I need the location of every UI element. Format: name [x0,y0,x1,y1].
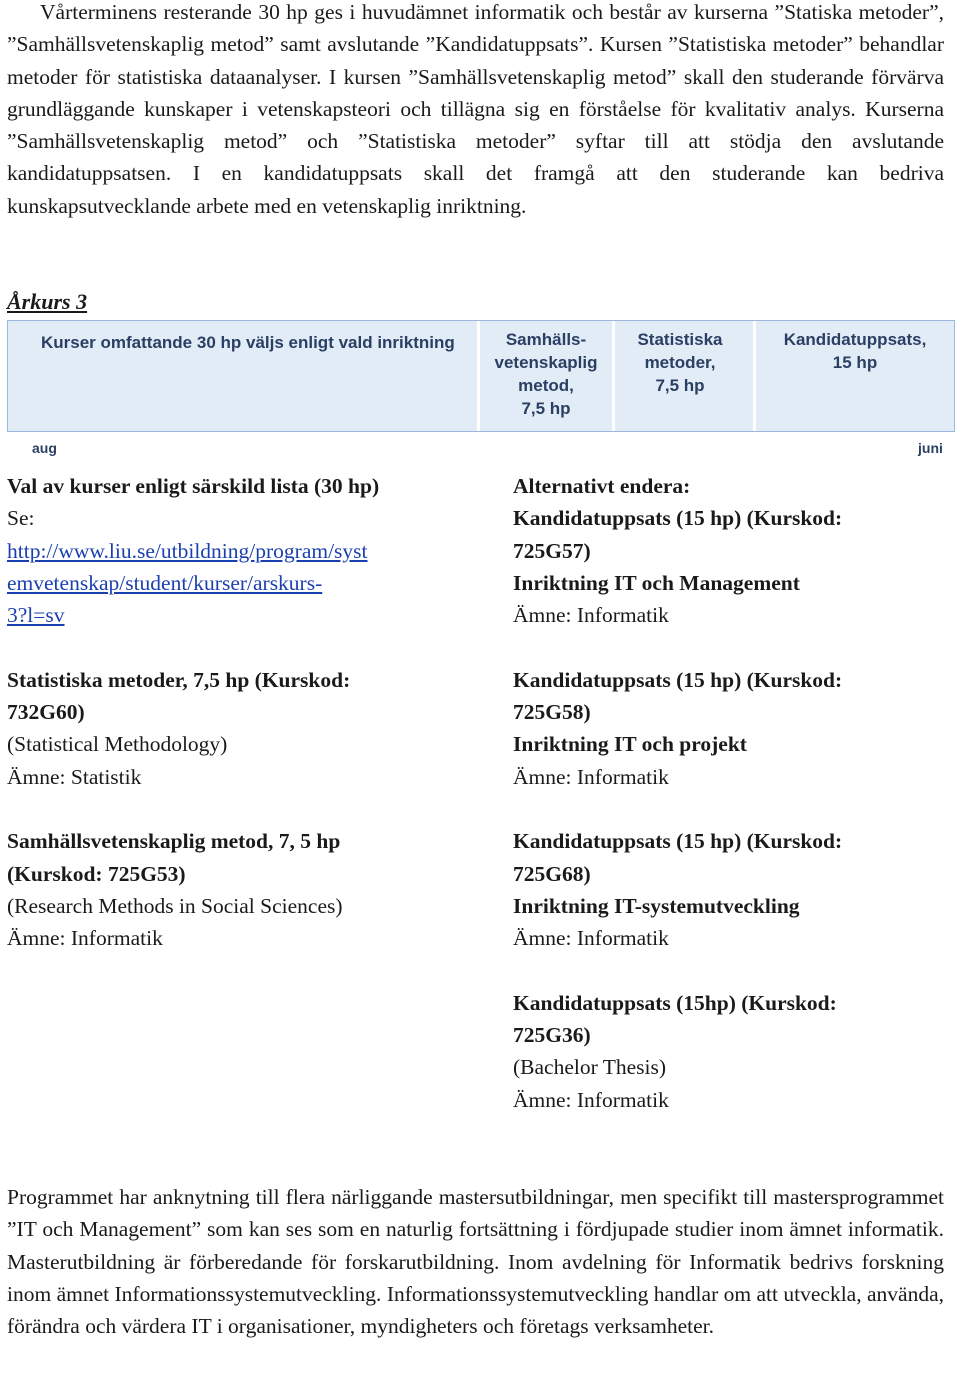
thesis-english-name: (Bachelor Thesis) [513,1055,667,1080]
outro-paragraph: Programmet har anknytning till flera närliggande mastersutbildningar, men specifikt till mastersprogrammet ”IT och Management” som kan ses som en naturlig fortsättning i fördjupade studier inom ämnet informatik. Masterutbildning är förberedande för forskarutbildning. Inom avdelning för Informatik bedrivs forskning inom ämnet Informationssystemutveckling. Informationssystemutveckling handlar om att utveckla, använda, förändra och värdera IT i organisationer, myndigheters och företags verksamheter. [7,1185,944,1339]
spacer [513,793,953,825]
timeline-text: 7,5 hp [655,376,705,395]
thesis-title: 725G36) [513,1023,591,1048]
see-label: Se: [7,506,35,531]
timeline-text: Kurser omfattande 30 hp väljs enligt vald inriktning [41,333,455,352]
intro-paragraph: Vårterminens resterande 30 hp ges i huvudämnet informatik och består av kurserna ”Statiska metoder”, ”Samhällsvetenskaplig metod” samt avslutande ”Kandidatuppsats”. Kursen ”Statistiska metoder” behandlar metoder för statistiska dataanalyser. I kursen ”Samhällsvetenskaplig metod” skall den studerande förvärva grundläggande kunskaper i vetenskapsteori och tillägna sig en förståelse för kvalitativ analys. Kurserna ”Samhällsvetenskaplig metod” och ”Statistiska metoder” syftar till att stödja den avslutande kandidatuppsatsen. I en kandidatuppsats skall det framgå att den studerande kan bedriva kunskapsutvecklande arbete med en vetenskaplig inriktning. [7,0,944,218]
thesis-title: 725G57) [513,538,591,563]
spacer [513,954,953,986]
course-list-link[interactable] [7,535,457,632]
elective-courses-column [7,470,457,954]
alternatives-title: Alternativt endera: [513,474,691,498]
timeline-thesis-box [756,321,954,431]
spacer [7,631,457,663]
course-english-name: (Statistical Methodology) [7,732,228,757]
thesis-subject: Ämne: Informatik [513,1087,669,1112]
thesis-subject: Ämne: Informatik [513,603,669,628]
course-subject: Ämne: Informatik [7,926,163,951]
timeline-text: metod, [518,376,574,395]
timeline-text: Statistiska [637,330,723,349]
timeline-text: metoder, [644,353,716,372]
course-title: Statistiska metoder, 7,5 hp (Kurskod: [7,667,351,692]
course-english-name: (Research Methods in Social Sciences) [7,893,343,918]
course-subject: Ämne: Statistik [7,764,142,789]
thesis-title: 725G58) [513,700,591,725]
thesis-title: Kandidatuppsats (15 hp) (Kurskod: [513,506,843,531]
timeline-end-label: juni [918,440,943,456]
link-text: emvetenskap/student/kurser/arskurs- [7,570,323,595]
year-timeline [7,320,955,432]
thesis-track: Inriktning IT och Management [513,570,800,595]
timeline-research-methods-box [480,321,615,431]
timeline-text: vetenskaplig [494,353,598,372]
thesis-title: 725G68) [513,861,591,886]
course-title: (Kurskod: 725G53) [7,861,186,886]
thesis-entry-bachelor [513,987,953,1116]
selection-title: Val av kurser enligt särskild lista (30 hp) [7,474,380,498]
spacer [513,631,953,663]
thesis-subject: Ämne: Informatik [513,764,669,789]
timeline-text: 7,5 hp [521,399,571,418]
thesis-entry-it-projekt [513,664,953,793]
timeline-text: 15 hp [832,353,878,372]
thesis-title: Kandidatuppsats (15hp) (Kurskod: [513,990,837,1015]
spacer [7,793,457,825]
thesis-options-column [513,470,953,1116]
timeline-start-label: aug [32,440,57,456]
thesis-title: Kandidatuppsats (15 hp) (Kurskod: [513,667,843,692]
year-heading: Årkurs 3 [7,289,88,314]
timeline-text: Samhälls- [505,330,587,349]
link-text: http://www.liu.se/utbildning/program/syst [7,538,368,563]
course-title: Samhällsvetenskaplig metod, 7, 5 hp [7,829,341,854]
course-entry-statistics [7,664,457,793]
timeline-statistics-box [615,321,756,431]
thesis-title: Kandidatuppsats (15 hp) (Kurskod: [513,829,843,854]
link-text: 3?l=sv [7,603,65,628]
thesis-entry-it-systemutveckling [513,825,953,954]
course-title: 732G60) [7,700,85,725]
thesis-track: Inriktning IT och projekt [513,732,747,757]
thesis-entry-it-management [513,502,953,631]
timeline-electives-box [8,321,480,431]
thesis-track: Inriktning IT-systemutveckling [513,893,800,918]
course-entry-research-methods [7,825,457,954]
timeline-text: Kandidatuppsats, [783,330,927,349]
thesis-subject: Ämne: Informatik [513,926,669,951]
